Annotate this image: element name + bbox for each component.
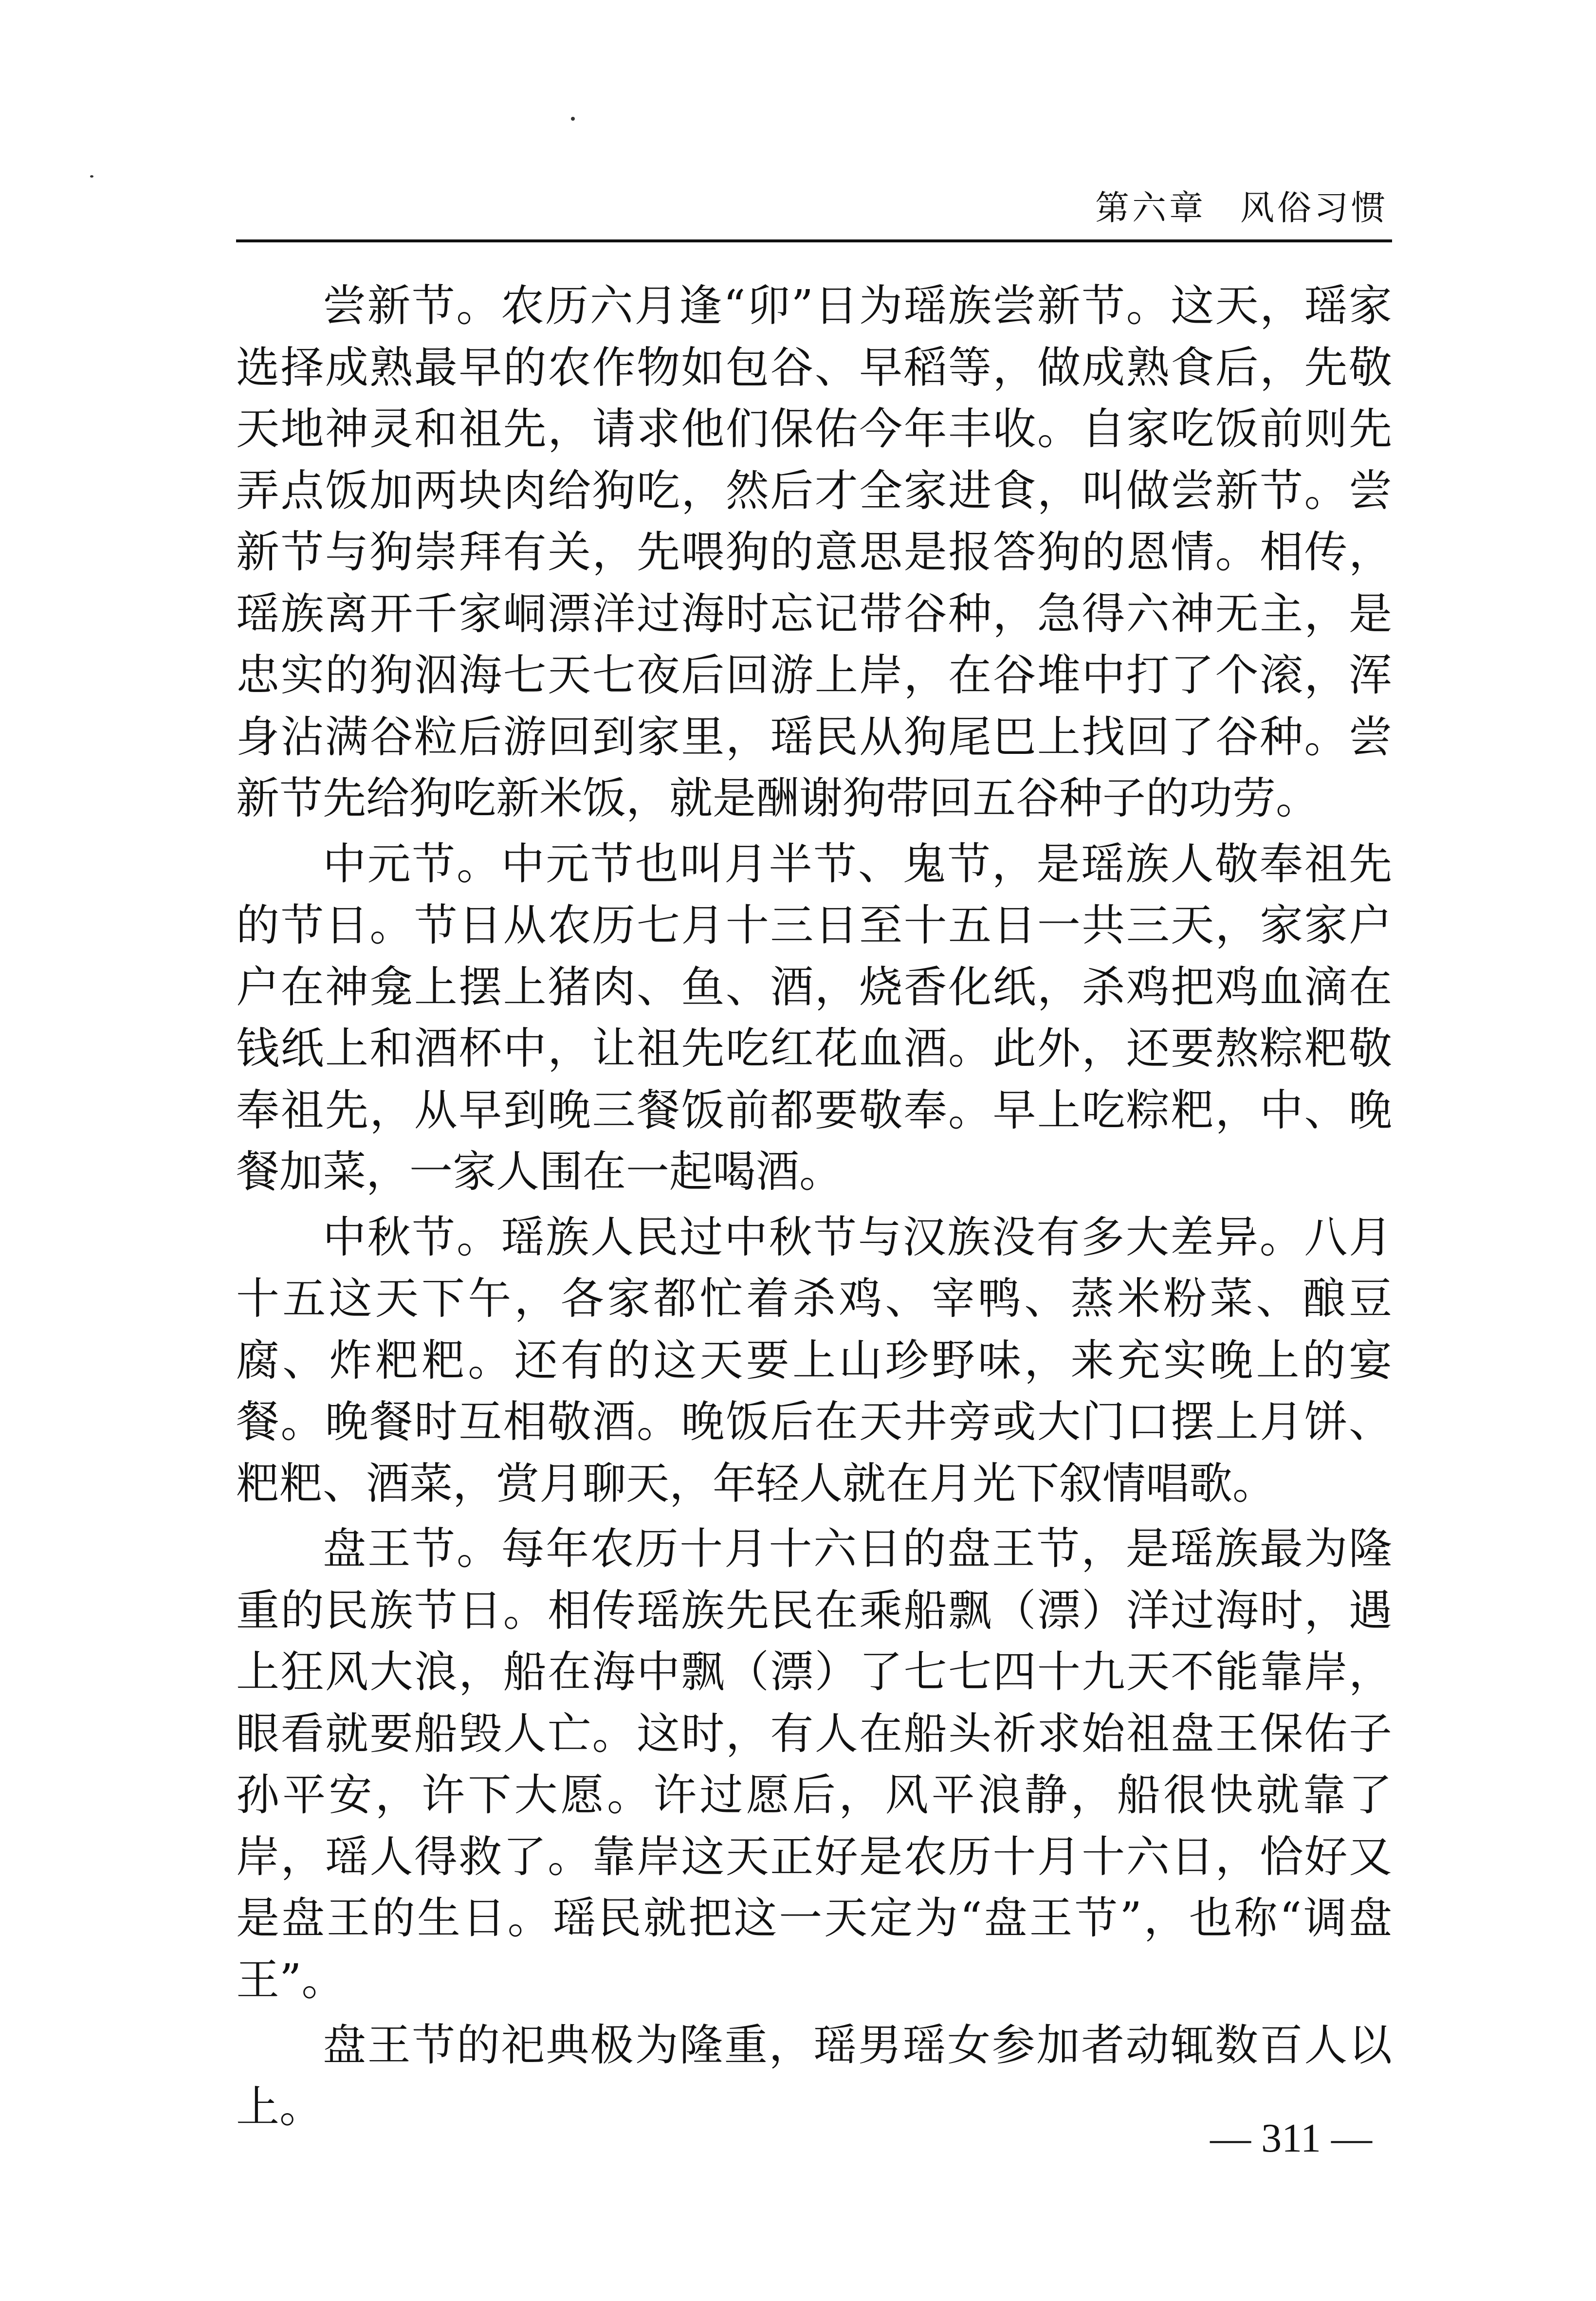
body-text (236, 275, 1392, 2141)
page-number: — 311 — (1210, 2116, 1372, 2161)
scan-speck (571, 117, 575, 121)
header-chapter: 第六章 (1095, 188, 1206, 228)
header-title (1095, 181, 1388, 230)
paragraph-panwang-festival: 盘王节。每年农历十月十六日的盘王节，是瑶族最为隆重的民族节日。相传瑶族先民在乘船飘（漂）洋过海时，遇上狂风大浪，船在海中飘（漂）了七七四十九天不能靠岸，眼看就要船毁人亡。这时，有人在船头祈求始祖盘王保佑子孙平安，许下大愿。许过愿后，风平浪静，船很快就靠了岸，瑶人得救了。靠岸这天正好是农历十月十六日，恰好又是盘王的生日。瑶民就把这一天定为“盘王节”，也称“调盘王”。 (236, 1523, 1392, 2005)
paragraph-panwang-ceremony: 盘王节的祀典极为隆重，瑶男瑶女参加者动辄数百人以上。 (236, 2020, 1392, 2132)
scan-speck (90, 175, 93, 178)
running-header (236, 181, 1392, 242)
paragraph-midautumn-festival: 中秋节。瑶族人民过中秋节与汉族没有多大差异。八月十五这天下午，各家都忙着杀鸡、宰鸭、蒸米粉菜、酿豆腐、炸粑粑。还有的这天要上山珍野味，来充实晚上的宴餐。晚餐时互相敬酒。晚饭后在天井旁或大门口摆上月饼、粑粑、酒菜，赏月聊天，年轻人就在月光下叙情唱歌。 (236, 1211, 1392, 1509)
paragraph-zhongyuan-festival: 中元节。中元节也叫月半节、鬼节，是瑶族人敬奉祖先的节日。节日从农历七月十三日至十五日一共三天，家家户户在神龛上摆上猪肉、鱼、酒，烧香化纸，杀鸡把鸡血滴在钱纸上和酒杯中，让祖先吃红花血酒。此外，还要熬粽粑敬奉祖先，从早到晚三餐饭前都要敬奉。早上吃粽粑，中、晚餐加菜，一家人围在一起喝酒。 (236, 838, 1392, 1197)
header-section: 风俗习惯 (1240, 188, 1388, 228)
paragraph-changxin-festival: 尝新节。农历六月逢“卯”日为瑶族尝新节。这天，瑶家选择成熟最早的农作物如包谷、早稻等，做成熟食后，先敬天地神灵和祖先，请求他们保佑今年丰收。自家吃饭前则先弄点饭加两块肉给狗吃，然后才全家进食，叫做尝新节。尝新节与狗崇拜有关，先喂狗的意思是报答狗的恩情。相传，瑶族离开千家峒漂洋过海时忘记带谷种，急得六神无主，是忠实的狗泅海七天七夜后回游上岸，在谷堆中打了个滚，浑身沾满谷粒后游回到家里，瑶民从狗尾巴上找回了谷种。尝新节先给狗吃新米饭，就是酬谢狗带回五谷种子的功劳。 (236, 280, 1392, 823)
